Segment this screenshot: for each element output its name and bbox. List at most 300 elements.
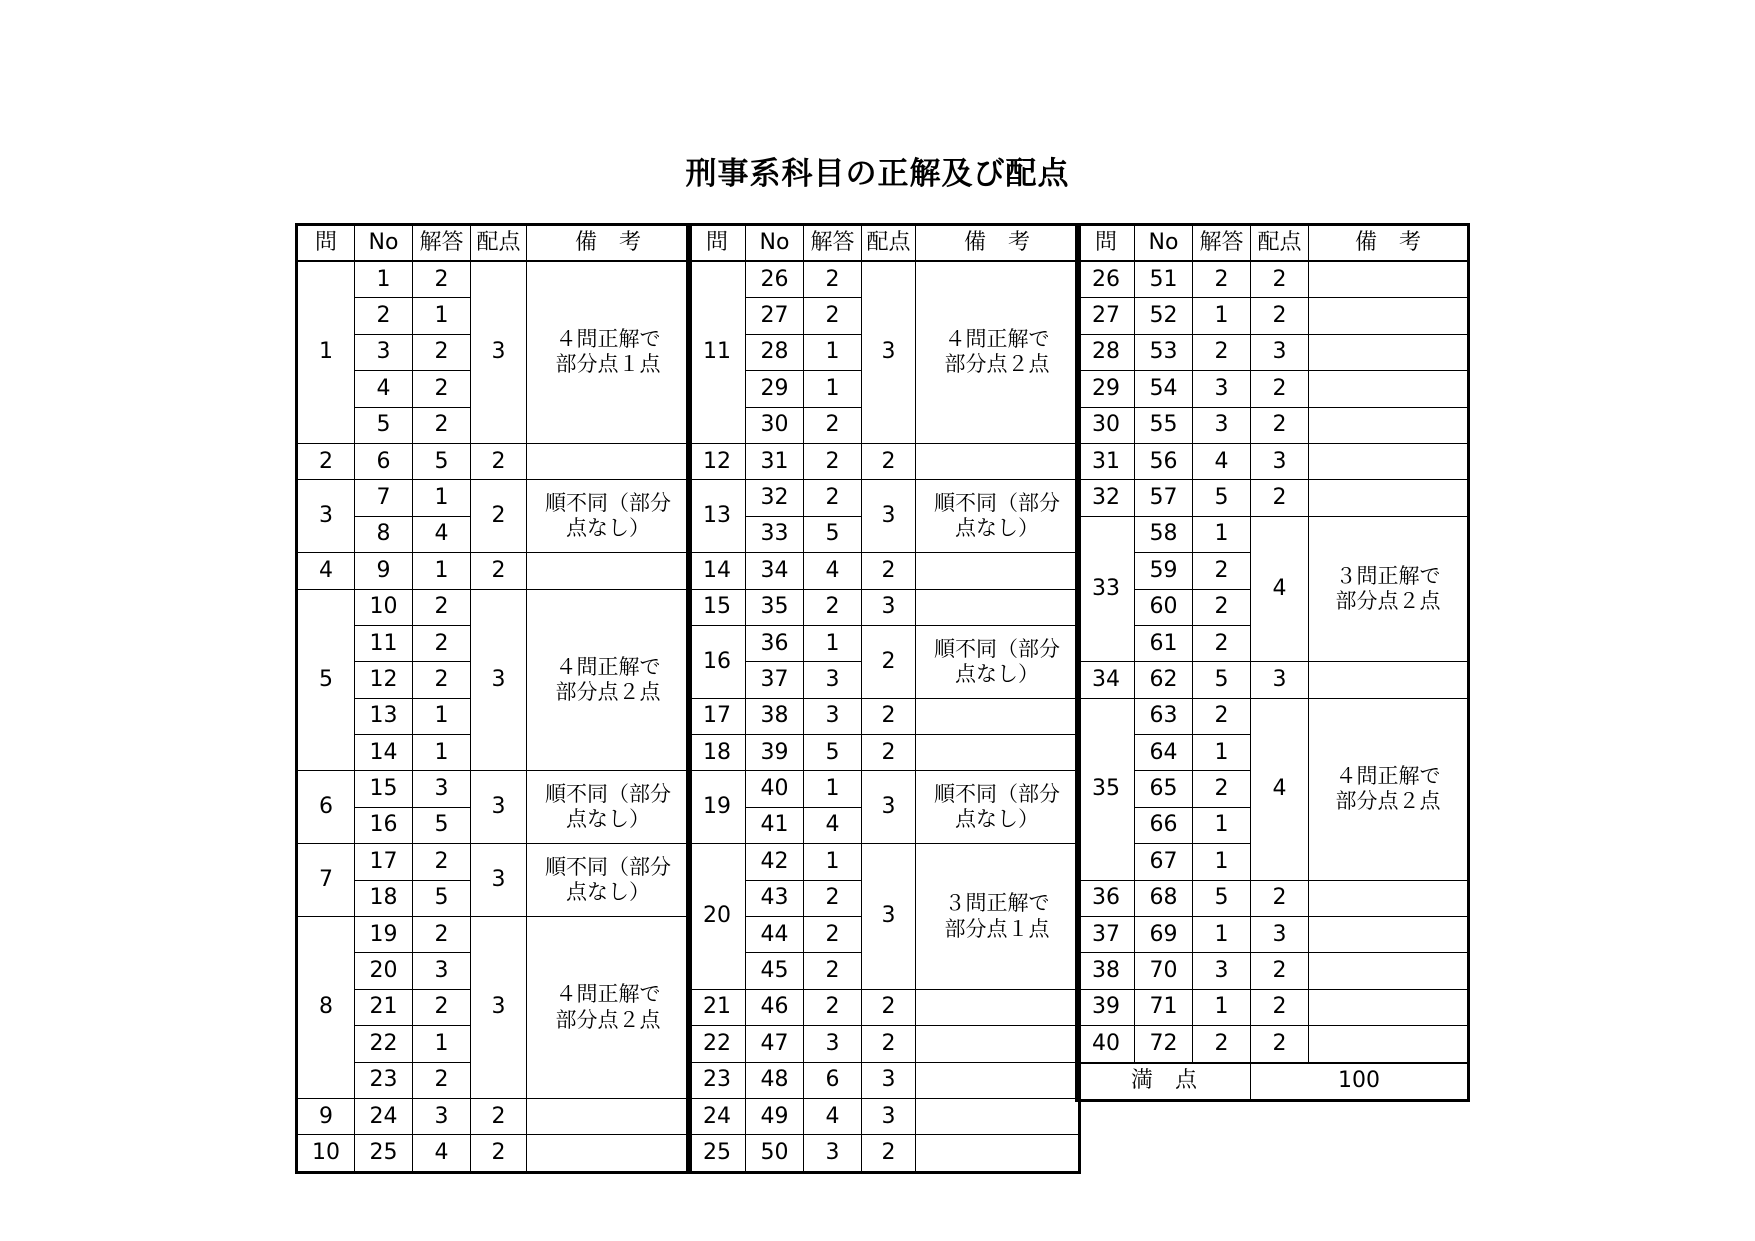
note-line: ４問正解で — [555, 982, 661, 1007]
question-number: 1 — [297, 261, 355, 443]
correct-answer: 1 — [413, 298, 471, 334]
question-number: 31 — [1077, 443, 1135, 479]
note — [916, 625, 1080, 698]
table-row — [1077, 334, 1469, 370]
note-line: ３問正解で — [944, 891, 1050, 916]
note-line: 部分点２点 — [555, 1007, 661, 1032]
points: 3 — [862, 1098, 916, 1134]
points: 3 — [471, 844, 527, 917]
note-line: ３問正解で — [1335, 563, 1441, 588]
note-line: 点なし） — [955, 807, 1039, 832]
answer-no: 34 — [746, 553, 804, 589]
note — [527, 1098, 691, 1134]
answer-no: 65 — [1135, 771, 1193, 807]
note — [916, 553, 1080, 589]
header-answer: 解答 — [413, 225, 471, 262]
table-row — [297, 261, 691, 298]
table-row — [1077, 298, 1469, 334]
answer-no: 59 — [1135, 553, 1193, 589]
question-number: 19 — [688, 771, 746, 844]
note — [1309, 662, 1469, 698]
points: 2 — [862, 989, 916, 1025]
points: 3 — [862, 589, 916, 625]
note-line: ４問正解で — [944, 327, 1050, 352]
correct-answer: 1 — [1193, 917, 1251, 953]
correct-answer: 5 — [413, 443, 471, 479]
header-no: No — [746, 225, 804, 262]
answer-no: 54 — [1135, 371, 1193, 407]
answer-no: 14 — [355, 735, 413, 771]
question-number: 39 — [1077, 989, 1135, 1025]
answer-no: 9 — [355, 553, 413, 589]
question-number: 40 — [1077, 1026, 1135, 1063]
answer-no: 2 — [355, 298, 413, 334]
correct-answer: 4 — [1193, 443, 1251, 479]
correct-answer: 5 — [413, 880, 471, 916]
note-line: 順不同（部分 — [545, 854, 671, 879]
table-row — [688, 1062, 1080, 1098]
note — [527, 443, 691, 479]
answer-no: 56 — [1135, 443, 1193, 479]
answer-no: 62 — [1135, 662, 1193, 698]
table-row — [688, 1135, 1080, 1172]
table-row — [1077, 880, 1469, 916]
table-row — [1077, 989, 1469, 1025]
points: 2 — [862, 625, 916, 698]
answer-no: 70 — [1135, 953, 1193, 989]
correct-answer: 3 — [413, 1098, 471, 1134]
correct-answer: 2 — [413, 917, 471, 953]
answer-no: 50 — [746, 1135, 804, 1172]
points: 3 — [862, 1062, 916, 1098]
question-number: 5 — [297, 589, 355, 771]
points: 4 — [1251, 698, 1309, 880]
table-row — [297, 917, 691, 953]
points: 2 — [1251, 880, 1309, 916]
answer-no: 48 — [746, 1062, 804, 1098]
answer-no: 8 — [355, 516, 413, 552]
header-points: 配点 — [471, 225, 527, 262]
correct-answer: 5 — [1193, 662, 1251, 698]
question-number: 11 — [688, 261, 746, 443]
question-number: 21 — [688, 989, 746, 1025]
correct-answer: 2 — [1193, 625, 1251, 661]
correct-answer: 3 — [804, 662, 862, 698]
answer-no: 7 — [355, 480, 413, 516]
points: 2 — [1251, 480, 1309, 516]
note — [527, 261, 691, 443]
question-number: 16 — [688, 625, 746, 698]
note-line: ４問正解で — [555, 654, 661, 679]
question-number: 13 — [688, 480, 746, 553]
correct-answer: 4 — [413, 516, 471, 552]
table-row — [1077, 698, 1469, 734]
question-number: 6 — [297, 771, 355, 844]
table-row — [297, 1135, 691, 1172]
note — [1309, 917, 1469, 953]
answer-no: 23 — [355, 1062, 413, 1098]
points: 2 — [862, 1135, 916, 1172]
answer-no: 6 — [355, 443, 413, 479]
table-row — [688, 589, 1080, 625]
correct-answer: 2 — [413, 407, 471, 443]
note — [527, 771, 691, 844]
correct-answer: 2 — [804, 261, 862, 298]
answer-no: 67 — [1135, 844, 1193, 880]
table-row — [688, 989, 1080, 1025]
correct-answer: 5 — [1193, 480, 1251, 516]
note-line: 順不同（部分 — [934, 782, 1060, 807]
table-row — [1077, 662, 1469, 698]
note — [1309, 298, 1469, 334]
correct-answer: 2 — [804, 989, 862, 1025]
question-number: 14 — [688, 553, 746, 589]
note-line: 点なし） — [955, 661, 1039, 686]
header-points: 配点 — [862, 225, 916, 262]
points: 3 — [862, 844, 916, 990]
question-number: 25 — [688, 1135, 746, 1172]
correct-answer: 4 — [804, 1098, 862, 1134]
points: 3 — [1251, 443, 1309, 479]
points: 2 — [1251, 989, 1309, 1025]
total-row — [1077, 1063, 1469, 1101]
correct-answer: 2 — [1193, 261, 1251, 298]
table-row — [688, 625, 1080, 661]
correct-answer: 1 — [1193, 735, 1251, 771]
total-label: 満 点 — [1077, 1063, 1251, 1101]
table-row — [297, 553, 691, 589]
answer-no: 69 — [1135, 917, 1193, 953]
table-row — [1077, 443, 1469, 479]
points: 3 — [1251, 662, 1309, 698]
note-line: 部分点２点 — [1335, 589, 1441, 614]
points: 2 — [862, 1026, 916, 1062]
table-row — [688, 771, 1080, 807]
correct-answer: 6 — [804, 1062, 862, 1098]
note — [916, 1135, 1080, 1172]
answer-no: 16 — [355, 807, 413, 843]
question-number: 3 — [297, 480, 355, 553]
header-question: 問 — [297, 225, 355, 262]
correct-answer: 5 — [1193, 880, 1251, 916]
correct-answer: 2 — [1193, 589, 1251, 625]
table-row — [688, 698, 1080, 734]
answer-no: 53 — [1135, 334, 1193, 370]
points: 3 — [471, 917, 527, 1099]
answer-no: 55 — [1135, 407, 1193, 443]
answer-no: 49 — [746, 1098, 804, 1134]
table-row — [297, 1098, 691, 1134]
correct-answer: 2 — [413, 589, 471, 625]
correct-answer: 2 — [1193, 553, 1251, 589]
answer-no: 43 — [746, 880, 804, 916]
table-row — [688, 261, 1080, 298]
points: 3 — [471, 771, 527, 844]
note — [1309, 880, 1469, 916]
answer-no: 15 — [355, 771, 413, 807]
answer-no: 45 — [746, 953, 804, 989]
answer-no: 35 — [746, 589, 804, 625]
question-number: 24 — [688, 1098, 746, 1134]
answer-no: 47 — [746, 1026, 804, 1062]
header-row — [1077, 225, 1469, 262]
note-line: 部分点１点 — [555, 352, 661, 377]
answer-no: 66 — [1135, 807, 1193, 843]
answer-no: 68 — [1135, 880, 1193, 916]
header-points: 配点 — [1251, 225, 1309, 262]
header-question: 問 — [688, 225, 746, 262]
table-row — [1077, 480, 1469, 516]
answer-no: 17 — [355, 844, 413, 880]
note — [527, 480, 691, 553]
note — [1309, 334, 1469, 370]
note-line: 点なし） — [566, 516, 650, 541]
points: 3 — [862, 771, 916, 844]
header-row — [688, 225, 1080, 262]
note — [1309, 698, 1469, 880]
correct-answer: 3 — [804, 1026, 862, 1062]
answer-no: 38 — [746, 698, 804, 734]
points: 2 — [1251, 1026, 1309, 1063]
question-number: 36 — [1077, 880, 1135, 916]
points: 2 — [1251, 371, 1309, 407]
header-no: No — [355, 225, 413, 262]
question-number: 32 — [1077, 480, 1135, 516]
correct-answer: 2 — [1193, 771, 1251, 807]
points: 2 — [471, 1135, 527, 1172]
note-line: 順不同（部分 — [545, 491, 671, 516]
answer-no: 37 — [746, 662, 804, 698]
answer-no: 4 — [355, 371, 413, 407]
answer-no: 27 — [746, 298, 804, 334]
note-line: 点なし） — [955, 516, 1039, 541]
question-number: 2 — [297, 443, 355, 479]
answer-no: 3 — [355, 334, 413, 370]
question-number: 26 — [1077, 261, 1135, 298]
points: 3 — [862, 261, 916, 443]
question-number: 37 — [1077, 917, 1135, 953]
note — [916, 589, 1080, 625]
correct-answer: 4 — [804, 553, 862, 589]
correct-answer: 2 — [413, 844, 471, 880]
correct-answer: 2 — [804, 443, 862, 479]
correct-answer: 5 — [804, 516, 862, 552]
note — [527, 553, 691, 589]
answer-no: 11 — [355, 625, 413, 661]
note — [1309, 953, 1469, 989]
header-no: No — [1135, 225, 1193, 262]
note — [916, 1026, 1080, 1062]
note-line: 順不同（部分 — [934, 636, 1060, 661]
question-number: 35 — [1077, 698, 1135, 880]
answer-no: 10 — [355, 589, 413, 625]
answer-no: 61 — [1135, 625, 1193, 661]
table-row — [688, 735, 1080, 771]
correct-answer: 2 — [804, 880, 862, 916]
answer-no: 42 — [746, 844, 804, 880]
answer-no: 36 — [746, 625, 804, 661]
answer-no: 52 — [1135, 298, 1193, 334]
correct-answer: 2 — [804, 407, 862, 443]
points: 3 — [471, 589, 527, 771]
correct-answer: 1 — [1193, 844, 1251, 880]
question-number: 4 — [297, 553, 355, 589]
answer-no: 19 — [355, 917, 413, 953]
question-number: 22 — [688, 1026, 746, 1062]
question-number: 10 — [297, 1135, 355, 1172]
answer-no: 21 — [355, 989, 413, 1025]
question-number: 28 — [1077, 334, 1135, 370]
correct-answer: 4 — [804, 807, 862, 843]
header-note: 備 考 — [1309, 225, 1469, 262]
correct-answer: 2 — [1193, 698, 1251, 734]
answer-no: 57 — [1135, 480, 1193, 516]
question-number: 34 — [1077, 662, 1135, 698]
note — [527, 589, 691, 771]
answer-no: 20 — [355, 953, 413, 989]
table-row — [297, 443, 691, 479]
answer-no: 39 — [746, 735, 804, 771]
table-row — [1077, 953, 1469, 989]
note — [916, 261, 1080, 443]
answer-no: 13 — [355, 698, 413, 734]
correct-answer: 2 — [804, 480, 862, 516]
answer-no: 72 — [1135, 1026, 1193, 1063]
note — [1309, 443, 1469, 479]
header-answer: 解答 — [1193, 225, 1251, 262]
correct-answer: 1 — [413, 698, 471, 734]
question-number: 17 — [688, 698, 746, 734]
table-row — [1077, 516, 1469, 552]
correct-answer: 1 — [413, 1026, 471, 1062]
points: 2 — [862, 553, 916, 589]
table-row — [688, 443, 1080, 479]
answer-no: 30 — [746, 407, 804, 443]
correct-answer: 4 — [413, 1135, 471, 1172]
note-line: ４問正解で — [1335, 763, 1441, 788]
correct-answer: 2 — [413, 371, 471, 407]
points: 3 — [1251, 334, 1309, 370]
correct-answer: 3 — [1193, 953, 1251, 989]
note — [916, 443, 1080, 479]
answer-no: 63 — [1135, 698, 1193, 734]
correct-answer: 5 — [413, 807, 471, 843]
question-number: 30 — [1077, 407, 1135, 443]
table-row — [1077, 261, 1469, 298]
table-row — [297, 844, 691, 880]
points: 3 — [471, 261, 527, 443]
note — [1309, 480, 1469, 516]
note — [916, 989, 1080, 1025]
table-row — [1077, 407, 1469, 443]
answer-no: 31 — [746, 443, 804, 479]
header-row — [297, 225, 691, 262]
table-row — [297, 771, 691, 807]
note — [1309, 407, 1469, 443]
question-number: 23 — [688, 1062, 746, 1098]
points: 2 — [471, 1098, 527, 1134]
answer-no: 32 — [746, 480, 804, 516]
correct-answer: 2 — [413, 261, 471, 298]
question-number: 33 — [1077, 516, 1135, 662]
note — [1309, 261, 1469, 298]
correct-answer: 2 — [1193, 334, 1251, 370]
note-line: 順不同（部分 — [545, 782, 671, 807]
correct-answer: 1 — [804, 771, 862, 807]
correct-answer: 1 — [1193, 298, 1251, 334]
points: 2 — [471, 443, 527, 479]
correct-answer: 2 — [804, 917, 862, 953]
answer-no: 64 — [1135, 735, 1193, 771]
page-title: 刑事系科目の正解及び配点 — [685, 156, 1070, 192]
answer-no: 40 — [746, 771, 804, 807]
note — [1309, 1026, 1469, 1063]
answer-no: 71 — [1135, 989, 1193, 1025]
answer-no: 5 — [355, 407, 413, 443]
answer-no: 29 — [746, 371, 804, 407]
correct-answer: 1 — [413, 553, 471, 589]
points: 2 — [862, 698, 916, 734]
note — [916, 771, 1080, 844]
note — [527, 844, 691, 917]
note-line: 点なし） — [566, 807, 650, 832]
note — [1309, 516, 1469, 662]
points: 2 — [471, 553, 527, 589]
answer-no: 24 — [355, 1098, 413, 1134]
correct-answer: 2 — [804, 953, 862, 989]
note-line: 部分点２点 — [944, 352, 1050, 377]
answer-no: 41 — [746, 807, 804, 843]
correct-answer: 3 — [413, 953, 471, 989]
score-table-block-3 — [1075, 223, 1470, 1102]
correct-answer: 1 — [804, 625, 862, 661]
score-table-block-1 — [295, 223, 692, 1174]
note — [916, 480, 1080, 553]
question-number: 18 — [688, 735, 746, 771]
question-number: 12 — [688, 443, 746, 479]
header-note: 備 考 — [916, 225, 1080, 262]
correct-answer: 2 — [413, 334, 471, 370]
correct-answer: 1 — [413, 480, 471, 516]
note — [1309, 989, 1469, 1025]
correct-answer: 2 — [804, 589, 862, 625]
answer-no: 60 — [1135, 589, 1193, 625]
correct-answer: 3 — [413, 771, 471, 807]
table-row — [1077, 917, 1469, 953]
points: 2 — [862, 735, 916, 771]
answer-no: 33 — [746, 516, 804, 552]
answer-no: 28 — [746, 334, 804, 370]
note-line: 部分点１点 — [944, 916, 1050, 941]
answer-no: 25 — [355, 1135, 413, 1172]
answer-no: 18 — [355, 880, 413, 916]
header-note: 備 考 — [527, 225, 691, 262]
answer-no: 58 — [1135, 516, 1193, 552]
correct-answer: 1 — [1193, 807, 1251, 843]
note — [527, 917, 691, 1099]
note-line: 部分点２点 — [555, 679, 661, 704]
header-answer: 解答 — [804, 225, 862, 262]
question-number: 38 — [1077, 953, 1135, 989]
table-row — [688, 844, 1080, 880]
table-row — [688, 1098, 1080, 1134]
correct-answer: 3 — [1193, 407, 1251, 443]
note-line: 部分点２点 — [1335, 789, 1441, 814]
correct-answer: 3 — [804, 698, 862, 734]
table-row — [688, 480, 1080, 516]
note — [916, 1062, 1080, 1098]
correct-answer: 1 — [1193, 989, 1251, 1025]
